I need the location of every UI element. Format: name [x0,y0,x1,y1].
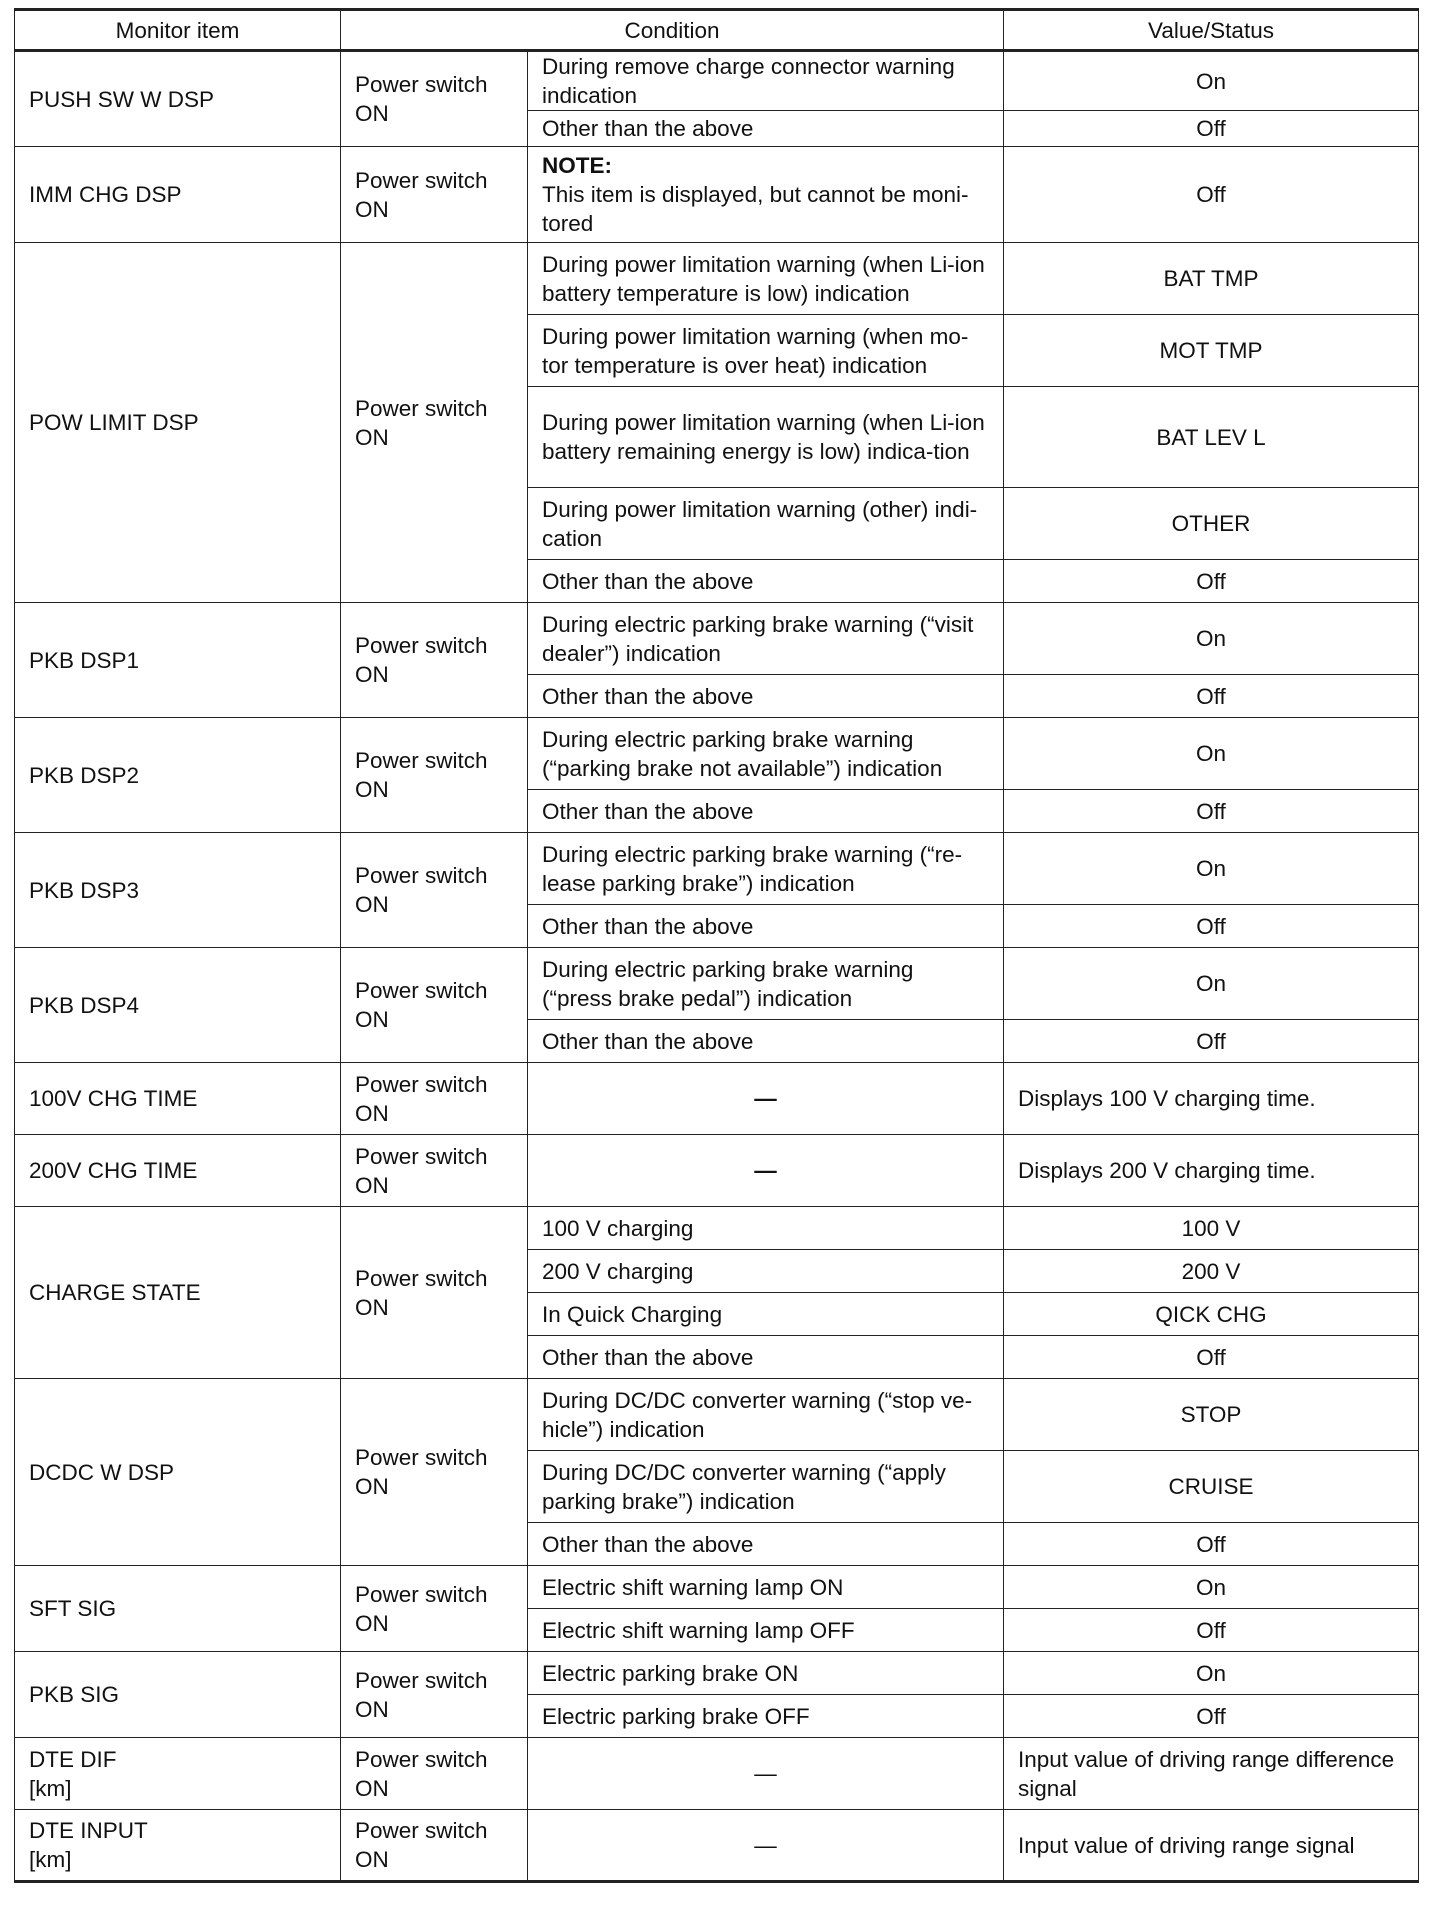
value-cell: Off [1004,675,1419,718]
table-row [15,603,1419,675]
power-switch-cell: Power switch ON [341,1566,528,1652]
table-row [15,1135,1419,1207]
power-switch-cell: Power switch ON [341,833,528,948]
condition-cell: During power limitation warning (when Li-ion battery temperature is low) indication [528,243,1004,315]
table-row [15,1738,1419,1810]
value-cell: Off [1004,1695,1419,1738]
value-cell: Input value of driving range difference signal [1004,1738,1419,1810]
value-cell: Off [1004,111,1419,147]
value-cell: On [1004,1566,1419,1609]
table-row [15,1379,1419,1451]
condition-cell: During DC/DC converter warning (“stop ve-hicle”) indication [528,1379,1004,1451]
condition-cell: Other than the above [528,905,1004,948]
value-cell: Off [1004,147,1419,243]
value-cell: BAT LEV L [1004,387,1419,488]
dash-glyph: — [754,1158,777,1183]
condition-cell: During electric parking brake warning (“parking brake not available”) indication [528,718,1004,790]
power-switch-cell: Power switch ON [341,1652,528,1738]
condition-cell [528,1135,1004,1207]
value-cell: CRUISE [1004,1451,1419,1523]
table-row [15,1063,1419,1135]
monitor-item-cell: SFT SIG [15,1566,341,1652]
power-switch-cell: Power switch ON [341,1738,528,1810]
power-switch-cell: Power switch ON [341,1207,528,1379]
table-row [15,1566,1419,1609]
condition-cell: Other than the above [528,675,1004,718]
condition-cell: During power limitation warning (when mo-tor temperature is over heat) indication [528,315,1004,387]
monitor-item-cell: PKB DSP1 [15,603,341,718]
power-switch-cell: Power switch ON [341,147,528,243]
monitor-item-cell: 100V CHG TIME [15,1063,341,1135]
condition-cell: During electric parking brake warning (“press brake pedal”) indication [528,948,1004,1020]
table-row [15,948,1419,1020]
condition-cell: Electric shift warning lamp ON [528,1566,1004,1609]
condition-cell: During remove charge connector warning indication [528,51,1004,111]
power-switch-cell: Power switch ON [341,718,528,833]
condition-cell: Other than the above [528,1523,1004,1566]
value-cell: 200 V [1004,1250,1419,1293]
value-cell: Off [1004,790,1419,833]
value-cell: Off [1004,905,1419,948]
condition-cell: During power limitation warning (other) indi-cation [528,488,1004,560]
value-cell: On [1004,833,1419,905]
monitor-table [14,8,1419,1883]
condition-cell: During power limitation warning (when Li-ion battery remaining energy is low) indica-tion [528,387,1004,488]
condition-cell [528,1810,1004,1882]
note-label: NOTE: [542,153,612,178]
monitor-item-cell: IMM CHG DSP [15,147,341,243]
value-cell: STOP [1004,1379,1419,1451]
header-value-status: Value/Status [1004,10,1419,51]
power-switch-cell: Power switch ON [341,1135,528,1207]
value-cell: BAT TMP [1004,243,1419,315]
condition-cell: Electric shift warning lamp OFF [528,1609,1004,1652]
value-cell: MOT TMP [1004,315,1419,387]
value-cell: 100 V [1004,1207,1419,1250]
condition-cell: 200 V charging [528,1250,1004,1293]
monitor-item-cell: DTE DIF [km] [15,1738,341,1810]
condition-cell [528,1738,1004,1810]
monitor-item-cell: PKB DSP4 [15,948,341,1063]
power-switch-cell: Power switch ON [341,948,528,1063]
monitor-item-cell: POW LIMIT DSP [15,243,341,603]
monitor-item-cell: PKB SIG [15,1652,341,1738]
table-row [15,1207,1419,1250]
note-text: This item is displayed, but cannot be moni-tored [542,182,969,236]
header-condition: Condition [341,10,1004,51]
power-switch-cell: Power switch ON [341,51,528,147]
value-cell: On [1004,603,1419,675]
condition-cell: Electric parking brake ON [528,1652,1004,1695]
value-cell: On [1004,718,1419,790]
monitor-item-cell: 200V CHG TIME [15,1135,341,1207]
table-row [15,718,1419,790]
value-cell: Off [1004,1523,1419,1566]
power-switch-cell: Power switch ON [341,1063,528,1135]
condition-cell [528,147,1004,243]
power-switch-cell: Power switch ON [341,603,528,718]
condition-cell: Other than the above [528,790,1004,833]
condition-cell: Other than the above [528,111,1004,147]
condition-cell [528,1063,1004,1135]
condition-cell: Electric parking brake OFF [528,1695,1004,1738]
power-switch-cell: Power switch ON [341,1379,528,1566]
condition-cell: Other than the above [528,1020,1004,1063]
value-cell: Off [1004,1020,1419,1063]
value-cell: Input value of driving range signal [1004,1810,1419,1882]
condition-cell: 100 V charging [528,1207,1004,1250]
table-row [15,833,1419,905]
power-switch-cell: Power switch ON [341,1810,528,1882]
value-cell: On [1004,1652,1419,1695]
header-monitor-item: Monitor item [15,10,341,51]
value-cell: Displays 200 V charging time. [1004,1135,1419,1207]
value-cell: Off [1004,1336,1419,1379]
monitor-item-cell: PKB DSP2 [15,718,341,833]
monitor-item-cell: DTE INPUT [km] [15,1810,341,1882]
value-cell: On [1004,51,1419,111]
table-row [15,147,1419,243]
monitor-item-cell: CHARGE STATE [15,1207,341,1379]
monitor-item-cell: PKB DSP3 [15,833,341,948]
value-cell: On [1004,948,1419,1020]
dash-glyph: — [754,1832,777,1858]
header-row [15,10,1419,51]
dash-glyph: — [754,1086,777,1111]
monitor-item-cell: DCDC W DSP [15,1379,341,1566]
table-row [15,243,1419,315]
dash-glyph: — [754,1761,777,1786]
condition-cell: Other than the above [528,560,1004,603]
value-cell: Off [1004,560,1419,603]
value-cell: Displays 100 V charging time. [1004,1063,1419,1135]
power-switch-cell: Power switch ON [341,243,528,603]
condition-cell: During electric parking brake warning (“visit dealer”) indication [528,603,1004,675]
table-row [15,1810,1419,1882]
value-cell: Off [1004,1609,1419,1652]
value-cell: QICK CHG [1004,1293,1419,1336]
table-row [15,51,1419,111]
condition-cell: During DC/DC converter warning (“apply parking brake”) indication [528,1451,1004,1523]
monitor-item-cell: PUSH SW W DSP [15,51,341,147]
value-cell: OTHER [1004,488,1419,560]
table-row [15,1652,1419,1695]
condition-cell: In Quick Charging [528,1293,1004,1336]
condition-cell: Other than the above [528,1336,1004,1379]
condition-cell: During electric parking brake warning (“re-lease parking brake”) indication [528,833,1004,905]
